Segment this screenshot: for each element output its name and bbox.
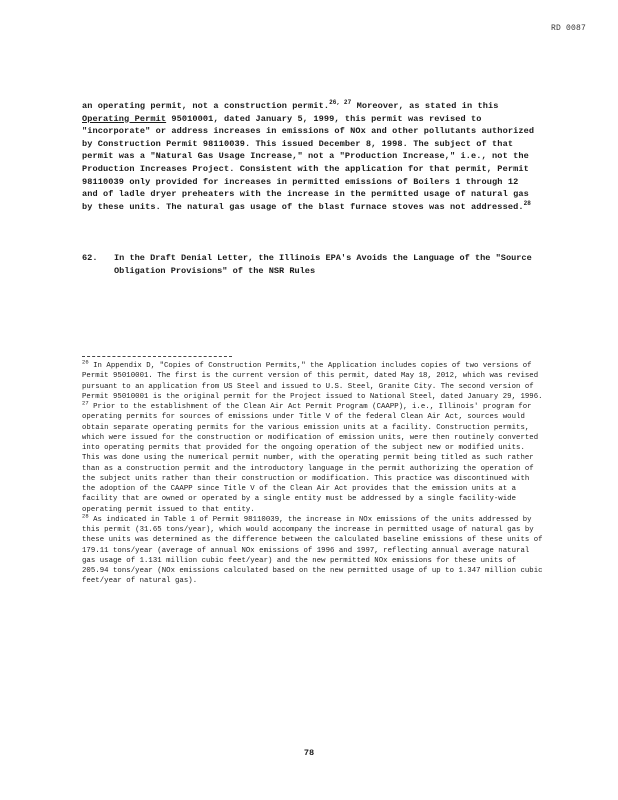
operating-permit-reference: Operating Permit — [82, 113, 167, 124]
footnotes-section — [82, 358, 546, 587]
paragraph-text — [82, 100, 538, 213]
footnote-number: 28 — [82, 512, 89, 520]
body-paragraph — [82, 100, 538, 213]
footnote-ref: 28 — [523, 199, 532, 207]
footnote-text: As indicated in Table 1 of Permit 98110039, the increase in NOx emissions of the units addressed by this permit (31.65 tons/year), which would accompany the increase in permitted usage of natural gas by these units was determined as the difference between the calculated baseline emissions of these units of 179.11 tons/year (average of annual NOx emissions of 1996 and 1997, reflecting annual average natural gas usage of 1.131 million cubic feet/year) and the new permitted NOx emissions for these units of 205.94 tons/year (NOx emissions calculated based on the new permitted usage of up to 1.347 million cubic feet/year of natural gas). — [82, 515, 543, 586]
footnote-ref: 26, 27 — [329, 99, 352, 107]
footnote-text: In Appendix D, "Copies of Construction Permits," the Application includes copies of two versions of Permit 95010001. The first is the current version of this permit, dated May 18, 2012, which was revised pursuant to an application from US Steel and issued to U.S. Steel, Granite City. The second version of Permit 95010001 is the original permit for the Project issued to National Steel, dated January 29, 1996. — [82, 362, 543, 401]
paragraph-segment: an operating permit, not a construction permit. — [82, 101, 330, 111]
footnote-number: 27 — [82, 399, 89, 407]
page-number: 78 — [303, 748, 315, 758]
footnote — [82, 512, 546, 587]
paragraph-segment: 95010001, dated January 5, 1999, this permit was revised to "incorporate" or address increases in emissions of NOx and other pollutants authorized by Construction Permit 98110039. This issued December 8, 1998. The subject of that permit was a "Natural Gas Usage Increase," not a "Production Increase," i.e., not the Production Increases Project. Consistent with the application for that permit, Permit 98110039 only provided for increases in permitted emissions of Boilers 1 through 12 and of ladle dryer preheaters with the increase in the permitted usage of natural gas by these units. The natural gas usage of the blast furnace stoves was not addressed. — [82, 113, 535, 212]
section-number: 62. — [82, 253, 98, 263]
section-title: In the Draft Denial Letter, the Illinois EPA's Avoids the Language of the "Source Obligation Provisions" of the NSR Rules — [114, 253, 532, 276]
footnote — [82, 399, 546, 515]
section-heading — [82, 252, 538, 277]
footnote — [82, 358, 546, 402]
paragraph-segment: Moreover, as stated in this — [351, 101, 499, 111]
footnote-number: 26 — [82, 358, 89, 366]
document-id: RD 0087 — [550, 24, 586, 33]
footnote-text: Prior to the establishment of the Clean Air Act Permit Program (CAAPP), i.e., Illinois' program for operating permits for sources of emissions under Title V of the federal Clean Air Act, sources would obtain separate operating permits for the various emission units at a facility. Construction permits, which were issued for the construction or modification of emission units, were then routinely converted into operating permits that provided for the ongoing operation of the subject new or modified units. This was done using the numerical permit number, with the operating permit being titled as such rather than as a construction permit and the introductory language in the permit authorizing the operation of the subject units rather than their construction or modification. This practice was discontinued with the adoption of the CAAPP since Title V of the Clean Air Act provides that the emission units at a facility that are owned or operated by a single entity must be addressed by a single facility-wide operating permit issued to that entity. — [82, 403, 539, 514]
footnote-divider — [82, 356, 232, 357]
